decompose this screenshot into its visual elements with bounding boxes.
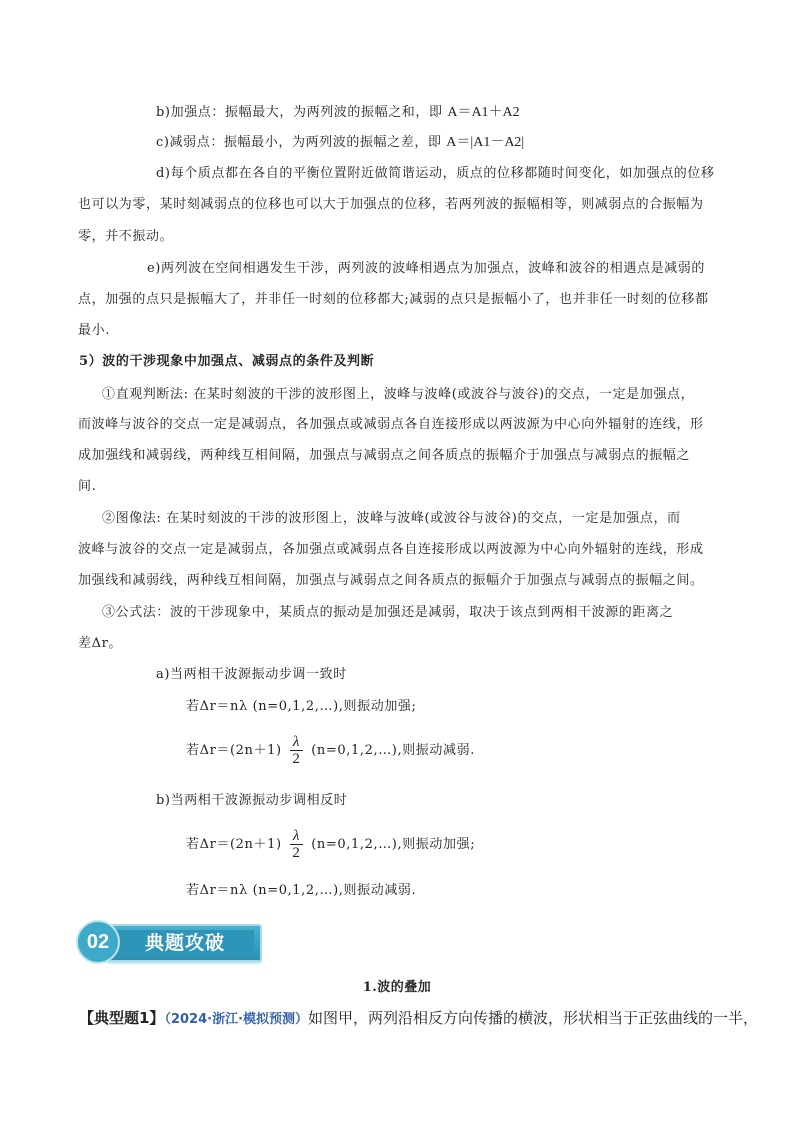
method1-line4: 间. bbox=[78, 479, 97, 494]
question-tag: 【典型题1】 bbox=[79, 1009, 165, 1027]
point-b-line bbox=[156, 104, 520, 122]
case-a-formula1-pre: 若Δr＝nλ bbox=[186, 699, 248, 714]
case-a-formula1-post: (n=0,1,2,…),则振动加强; bbox=[252, 699, 417, 714]
method2-line3: 加强线和减弱线，两种线互相间隔，加强点与减弱点之间各质点的振幅介于加强点与减弱点的振幅之间。 bbox=[78, 573, 704, 588]
case-b-formula1 bbox=[186, 826, 475, 864]
question-line bbox=[79, 1008, 758, 1030]
point-c-formula: A＝|A1－A2| bbox=[446, 135, 525, 150]
case-a-formula1 bbox=[186, 698, 417, 716]
section-badge bbox=[76, 920, 262, 964]
fraction-denominator: 2 bbox=[292, 751, 301, 767]
point-b-formula: A＝A1＋A2 bbox=[447, 105, 520, 120]
fraction-numerator: λ bbox=[290, 734, 302, 751]
case-b-formula2-post: (n=0,1,2,…),则振动减弱. bbox=[252, 883, 417, 898]
method1-line2: 而波峰与波谷的交点一定是减弱点，各加强点或减弱点各自连接形成以两波源为中心向外辐射的连线，形 bbox=[78, 417, 704, 432]
fraction-denominator: 2 bbox=[292, 845, 301, 861]
method2-line1: ②图像法: 在某时刻波的干涉的波形图上，波峰与波峰(或波谷与波谷)的交点，一定是加强点，而 bbox=[102, 511, 681, 526]
case-b-formula2 bbox=[186, 882, 416, 900]
section5-heading: 5）波的干涉现象中加强点、减弱点的条件及判断 bbox=[79, 354, 375, 369]
case-b-formula2-pre: 若Δr＝nλ bbox=[186, 883, 248, 898]
case-a-formula2 bbox=[186, 732, 475, 770]
point-b-text: b)加强点：振幅最大，为两列波的振幅之和，即 bbox=[156, 105, 443, 120]
point-d-line3: 零，并不振动。 bbox=[78, 229, 174, 244]
method3-line1: ③公式法：波的干涉现象中，某质点的振动是加强还是减弱，取决于该点到两相干波源的距离之 bbox=[102, 605, 674, 620]
method1-line1: ①直观判断法: 在某时刻波的干涉的波形图上，波峰与波峰(或波谷与波谷)的交点，一定是加强点， bbox=[102, 387, 695, 402]
case-a-heading: a)当两相干波源振动步调一致时 bbox=[156, 667, 347, 682]
point-c-line bbox=[156, 134, 524, 152]
lambda-over-2-fraction bbox=[290, 828, 302, 861]
method1-line3: 成加强线和减弱线，两种线互相间隔，加强点与减弱点之间各质点的振幅介于加强点与减弱点的振幅之 bbox=[78, 448, 691, 463]
case-a-formula2-post: (n=0,1,2,…),则振动减弱. bbox=[311, 743, 475, 758]
question-source: （2024·浙江·模拟预测） bbox=[164, 1012, 309, 1027]
case-b-formula1-post: (n=0,1,2,…),则振动加强; bbox=[311, 837, 476, 852]
case-b-formula1-pre: 若Δr＝(2n＋1) bbox=[186, 837, 282, 852]
point-d-line1: d)每个质点都在各自的平衡位置附近做简谐运动，质点的位移都随时间变化，如加强点的位移 bbox=[156, 166, 715, 181]
method3-line2: 差Δr。 bbox=[78, 636, 123, 651]
point-e-line1: e)两列波在空间相遇发生干涉，两列波的波峰相遇点为加强点，波峰和波谷的相遇点是减弱的 bbox=[147, 261, 705, 276]
point-e-line2: 点，加强的点只是振幅大了，并非任一时刻的位移都大;减弱的点只是振幅小了，也并非任一时刻的位移都 bbox=[78, 292, 709, 307]
point-e-line3: 最小. bbox=[78, 323, 110, 338]
section-title-tab bbox=[106, 924, 262, 962]
fraction-numerator: λ bbox=[290, 828, 302, 845]
case-a-formula2-pre: 若Δr＝(2n＋1) bbox=[186, 743, 282, 758]
section-title: 典题攻破 bbox=[116, 930, 254, 956]
case-b-heading: b)当两相干波源振动步调相反时 bbox=[156, 793, 348, 808]
lambda-over-2-fraction bbox=[290, 734, 302, 767]
method2-line2: 波峰与波谷的交点一定是减弱点，各加强点或减弱点各自连接形成以两波源为中心向外辐射的连线，形成 bbox=[78, 542, 704, 557]
section-number: 02 bbox=[76, 920, 120, 964]
point-d-line2: 也可以为零，某时刻减弱点的位移也可以大于加强点的位移，若两列波的振幅相等，则减弱点的合振幅为 bbox=[78, 197, 704, 212]
subsection-title: 1.波的叠加 bbox=[362, 980, 432, 995]
point-c-text: c)减弱点：振幅最小，为两列波的振幅之差，即 bbox=[156, 135, 442, 150]
question-text: 如图甲，两列沿相反方向传播的横波，形状相当于正弦曲线的一半， bbox=[308, 1009, 759, 1027]
